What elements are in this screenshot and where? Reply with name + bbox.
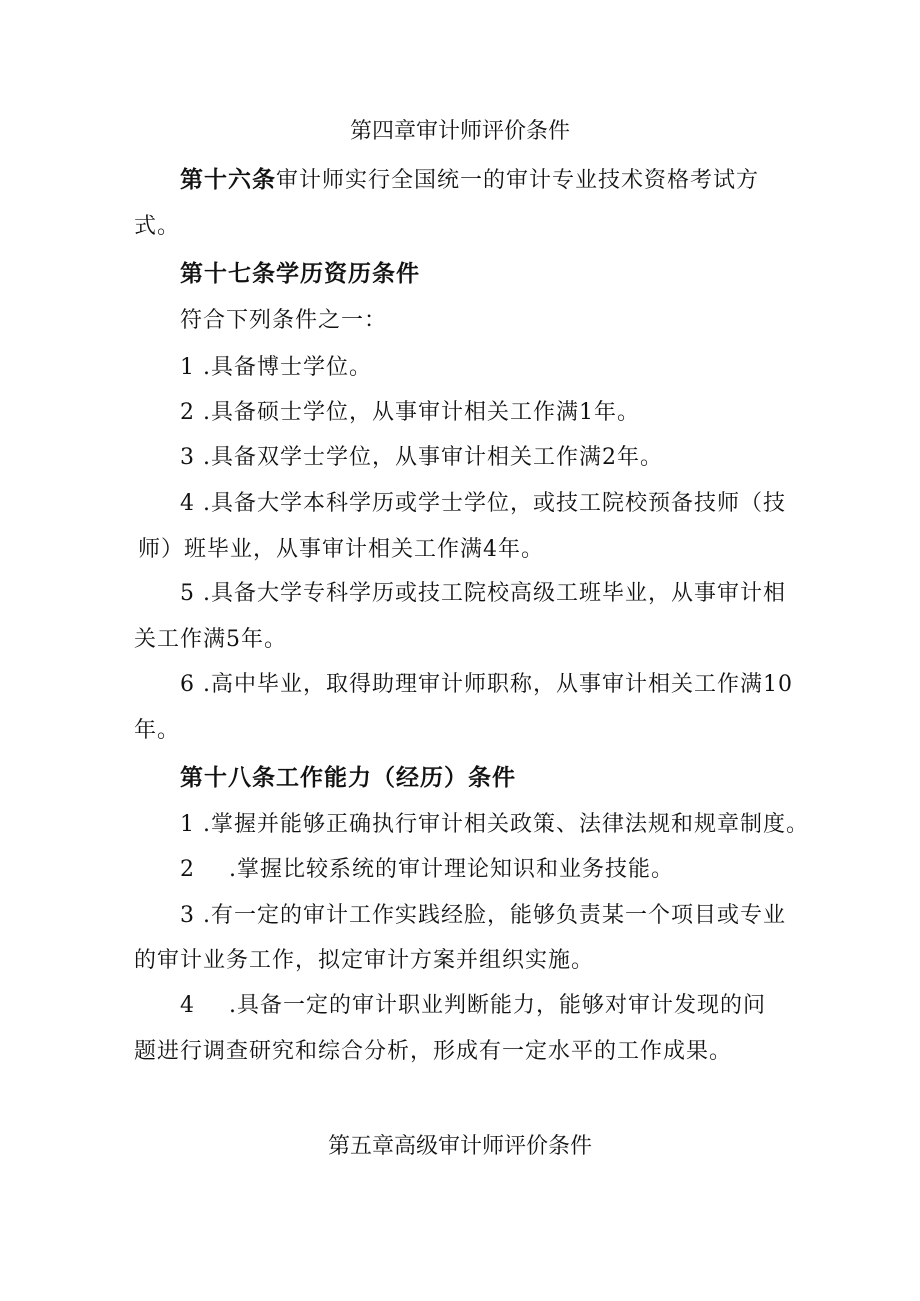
item-text: .掌握并能够正确执行审计相关政策、法律法规和规章制度。 bbox=[203, 812, 809, 837]
article-17-item-5-line-1 bbox=[180, 579, 794, 609]
article-17-title: 第十七条学历资历条件 bbox=[180, 261, 420, 287]
item-number: 4 bbox=[180, 491, 195, 516]
article-18-item-3-line-2: 的审计业务工作，拟定审计方案并组织实施。 bbox=[134, 948, 595, 973]
article-17-item-6-line-1 bbox=[180, 670, 794, 700]
item-text: .掌握比较系统的审计理论知识和业务技能。 bbox=[229, 857, 674, 882]
article-17-item-2 bbox=[180, 398, 794, 428]
article-18-item-2 bbox=[180, 855, 794, 885]
article-16-line-1 bbox=[180, 165, 794, 196]
chapter-5-title: 第五章高级审计师评价条件 bbox=[327, 1134, 592, 1159]
article-16-line-2: 式。 bbox=[134, 214, 181, 239]
item-number: 2 bbox=[180, 857, 195, 882]
item-number: 4 bbox=[180, 993, 195, 1018]
article-17-item-4-line-1 bbox=[180, 489, 794, 519]
chapter-4-title: 第四章审计师评价条件 bbox=[349, 119, 570, 144]
item-text: .具备大学专科学历或技工院校高级工班毕业，从事审计相 bbox=[203, 581, 786, 606]
article-17-item-3 bbox=[180, 443, 794, 473]
item-text: .具备硕士学位，从事审计相关工作满1年。 bbox=[203, 400, 640, 425]
item-text: .高中毕业，取得助理审计师职称，从事审计相关工作满10 bbox=[203, 672, 793, 697]
article-18-title: 第十八条工作能力（经历）条件 bbox=[180, 765, 516, 791]
item-text: .具备博士学位。 bbox=[203, 355, 372, 380]
item-number: 1 bbox=[180, 355, 195, 380]
article-17-item-4-line-2: 师）班毕业，从事审计相关工作满4年。 bbox=[138, 537, 544, 562]
item-text: .具备一定的审计职业判断能力，能够对审计发现的问 bbox=[229, 993, 766, 1018]
item-number: 5 bbox=[180, 581, 195, 606]
article-17-intro: 符合下列条件之一： bbox=[180, 308, 388, 333]
item-text: .具备双学士学位，从事审计相关工作满2年。 bbox=[203, 445, 663, 470]
item-number: 3 bbox=[180, 445, 195, 470]
article-17-item-6-line-2: 年。 bbox=[134, 718, 181, 743]
item-number: 6 bbox=[180, 672, 195, 697]
item-text: .具备大学本科学历或学士学位，或技工院校预备技师（技 bbox=[203, 491, 786, 516]
article-16-text: 审计师实行全国统一的审计专业技术资格考试方 bbox=[276, 168, 760, 193]
article-18-item-4-line-2: 题进行调查研究和综合分析，形成有一定水平的工作成果。 bbox=[134, 1039, 733, 1064]
item-number: 3 bbox=[180, 903, 195, 928]
article-18-item-3-line-1 bbox=[180, 901, 794, 931]
item-number: 1 bbox=[180, 812, 195, 837]
article-17-item-1 bbox=[180, 353, 794, 383]
article-17-item-5-line-2: 关工作满5年。 bbox=[134, 627, 287, 652]
item-number: 2 bbox=[180, 400, 195, 425]
article-18-item-1 bbox=[180, 810, 809, 840]
article-18-item-4-line-1 bbox=[180, 991, 794, 1021]
item-text: .有一定的审计工作实践经脸，能够负责某一个项目或专业 bbox=[203, 903, 786, 928]
article-16-head: 第十六条 bbox=[180, 167, 276, 193]
